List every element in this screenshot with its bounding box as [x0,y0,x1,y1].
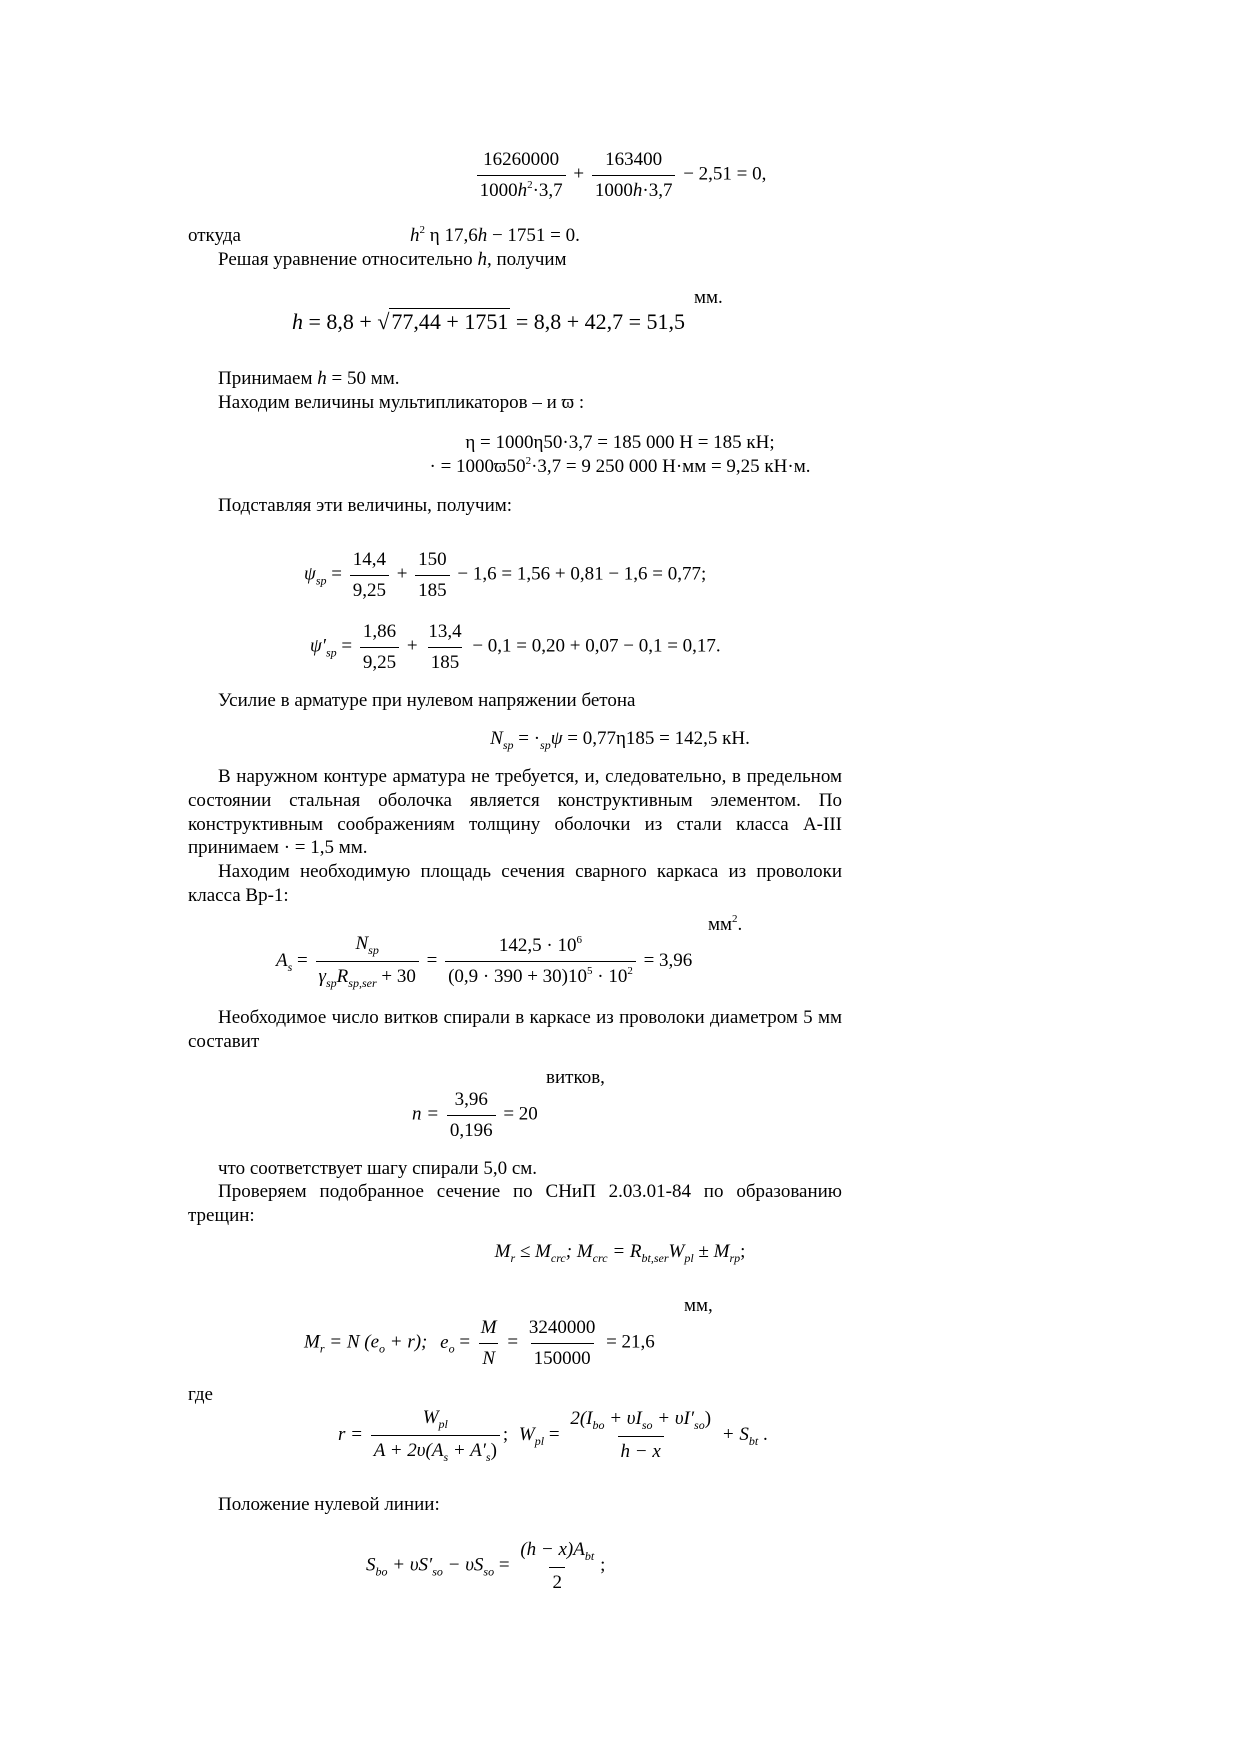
paragraph-null-line: Положение нулевой линии: [218,1494,440,1515]
equation-varpi: · = $1000ϖ50^2\cdot 3,7 = 9$ 250 000 Н·мм = 9,25 кН·м. [429,455,811,477]
equation-quadratic: $\frac{16260000}{1000h^2\cdot 3,7}$ + $\frac{163400}{1000h\cdot 3,7}$ − 2,51 = 0, [0,148,1240,203]
paragraph-force: Усилие в арматуре при нулевом напряжении бетона [218,690,636,711]
equation-sbo: $S_{bo} + \upsilon S'_{so} - \upsilon S_{so}$ = $\frac{(h - x)A_{bt}}{2}$ ; [366,1539,606,1593]
equation-mcrc: $M_r \le M_{crc}$; $M_{crc} = R_{bt,ser}W_{pl} \pm M_{rp}$; [494,1241,746,1265]
unit-mm2: $мм^2$. [708,913,743,935]
paragraph-area: Находим необходимую площадь сечения сварного каркаса из проволоки класса Вр-1: [188,861,842,906]
paragraph-step: что соответствует шагу спирали 5,0 см. [218,1158,538,1179]
equation-mr: $M_r = N$ $(e_o + r)$; $e_o$ = $\frac{M}{N}$ = $\frac{3240000}{150000}$ = 21,6 [304,1317,655,1369]
equation-nsp: $N_{sp} = \cdot_{sp}\psi = 0,77\eta 185 = 142,5$ кН. [490,728,750,752]
paragraph-multipliers: Находим величины мультипликаторов – и ϖ : [218,392,585,413]
paragraph-outer-contour: В наружном контуре арматура не требуется, и, следовательно, в предельном состоянии стальная оболочка является конструктивным элементом. По конструктивным соображениям толщину оболочки из стали класса А-III принимаем · = 1,5 мм. [188,766,842,859]
unit-mm: мм. [694,287,723,308]
unit-turns: витков, [546,1067,605,1088]
otkuda-label: откуда [188,225,241,246]
unit-mm-2: мм, [684,1295,713,1316]
paragraph-turns: Необходимое число витков спирали в каркасе из проволоки диаметром 5 мм составит [188,1007,842,1052]
equation-as: $A_s$ = $\frac{N_{sp}}{\gamma_{sp}R_{sp,ser} + 30}$ = $\frac{142,5 \cdot 10^6}{(0,9 \cdot 390 + 30)10^5 \cdot 10^2}$ = 3,96 [276,933,693,990]
equation-r-wpl: r = $\frac{W_{pl}}{A + 2\upsilon(A_s + A'_s)}$ ; $W_{pl}$ = $\frac{2(I_{bo} + \upsilon I_{so} + \upsilon I'_{so})}{h - x}$ + $S_{bt}$ . [338,1407,768,1464]
paragraph-substitute: Подставляя эти величины, получим: [218,495,513,516]
where-label: где [188,1384,213,1405]
equation-eta: η = 1000η50·3,7 = 185 000 Н = 185 кН; [465,432,775,453]
equation-psi-sp: $\psi_{sp}$ = $\frac{14,4}{9,25}$ + $\frac{150}{185}$ − 1,6 = 1,56 + 0,81 − 1,6 = 0,77; [304,549,707,601]
paragraph-check: Проверяем подобранное сечение по СНиП 2.03.01-84 по образованию трещин: [188,1181,842,1226]
equation-h: h = 8,8 + √77,44 + 1751 = 8,8 + 42,7 = 51,5 [292,309,686,334]
paragraph-accept: Принимаем h = 50 мм. [218,368,400,389]
equation-n: n = $\frac{3,96}{0,196}$ = 20 [412,1089,538,1141]
paragraph-solve: Решая уравнение относительно h, получим [218,249,567,270]
equation-reduced: $h^2$ η 17,6h − 1751 = 0. [410,224,580,246]
equation-psi-sp-prime: $\psi'_{sp}$ = $\frac{1,86}{9,25}$ + $\frac{13,4}{185}$ − 0,1 = 0,20 + 0,07 − 0,1 = 0,17. [310,621,721,673]
